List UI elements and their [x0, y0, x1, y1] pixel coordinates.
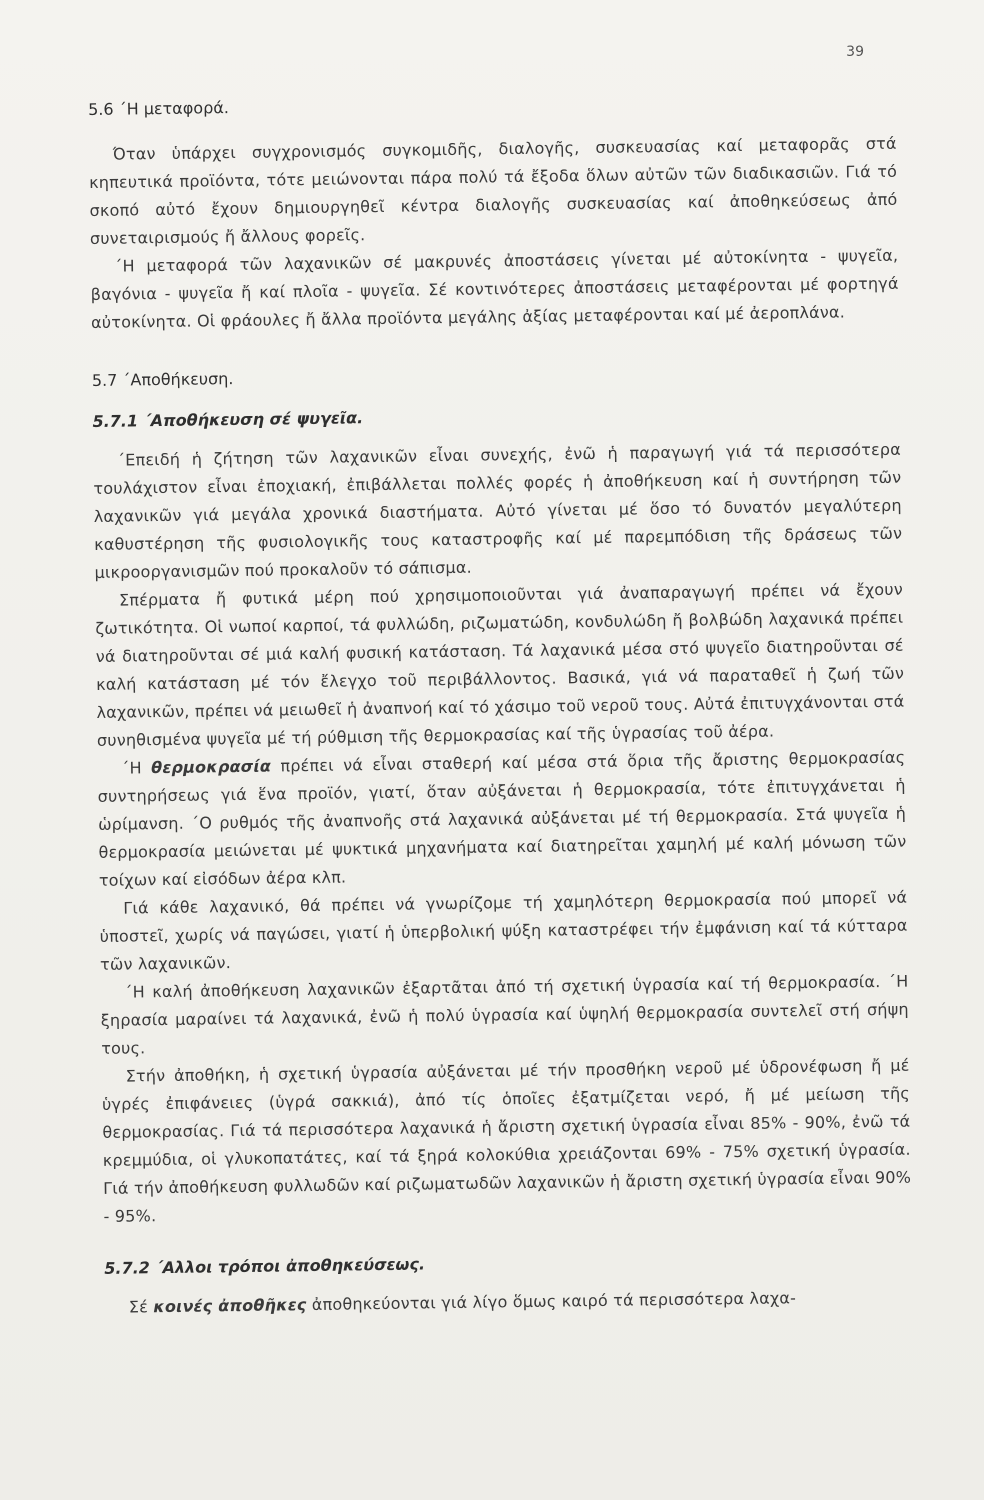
emphasis-term: θερμοκρασία [151, 756, 272, 778]
paragraph: Στήν ἀποθήκη, ἡ σχετική ὑγρασία αὐξάνεται μέ τήν προσθήκη νεροῦ μέ ὑδρονέφωση ἤ μέ ὑγρές ἐπιφάνειες (ὑγρά σακκιά), ἀπό τίς ὁποῖες ἐξατμίζεται νερό, ἤ μέ μείωση τῆς θερμοκρασίας. Γιά τά περισσότερα λαχανικά ἡ ἄριστη σχετική ὑγρασία εἶναι 85% - 90%, ἐνῶ τά κρεμμύδια, οἱ γλυκοπατάτες, καί τά ξηρά κολοκύθια χρειάζονται 69% - 75% σχετική ὑγρασία. Γιά τήν ἀποθήκευση φυλλωδῶν καί ριζωματωδῶν λαχανικῶν ἡ ἄριστη σχετική ὑγρασία εἶναι 90% - 95%. [101, 1055, 912, 1226]
paragraph [105, 1283, 913, 1322]
emphasis-term: κοινές ἀποθῆκες [153, 1295, 307, 1317]
paragraph: ΄Η μεταφορά τῶν λαχανικῶν σέ μακρυνές ἀποστάσεις γίνεται μέ αὐτοκίνητα - ψυγεῖα, βαγόνια - ψυγεῖα ἤ καί πλοῖα - ψυγεῖα. Σέ κοντινότερες ἀποστάσεις μεταφέρονται μέ φορτηγά αὐτοκίνητα. Οἱ φράουλες ἤ ἄλλα προϊόντα μεγάλης ἀξίας μεταφέρονται καί μέ ἀεροπλάνα. [90, 245, 899, 332]
section-heading-5-6: 5.6 ΄Η μεταφορά. [88, 98, 230, 119]
text-run: πρέπει νά εἶναι σταθερή καί μέσα στά ὅρια τῆς ἄριστης θερμοκρασίας συντηρήσεως γιά ἕνα προϊόν, γιατί, ὅταν αὐξάνεται ἡ θερμοκρασία, τότε ἐπιτυγχάνεται ἡ ὡρίμανση. ΄Ο ρυθμός τῆς ἀναπνοῆς στά λαχανικά αὐξάνεται μέ τή θερμοκρασία. Στά ψυγεῖα ἡ θερμοκρασία μειώνεται μέ ψυκτικά μηχανήματα καί διατηρεῖται χαμηλή μέ καλή μόνωση τῶν τοίχων καί εἰσόδων ἀέρα κλπ. [97, 747, 907, 890]
text-run: ἀποθηκεύονται γιά λίγο ὅμως καιρό τά περισσότερα λαχα- [306, 1288, 797, 1315]
paragraph: Όταν ὑπάρχει συγχρονισμός συγκομιδῆς, διαλογῆς, συσκευασίας καί μεταφορᾶς στά κηπευτικά προϊόντα, τότε μειώνονται πάρα πολύ τά ἔξοδα ὅλων αὐτῶν τῶν διαδικασιῶν. Γιά τό σκοπό αὐτό ἔχουν δημιουργηθεῖ κέντρα διαλογῆς συσκευασίας καί ἀποθηκεύσεως ἀπό συνεταιρισμούς ἤ ἄλλους φορεῖς. [89, 133, 898, 248]
text-run: Σέ [128, 1297, 154, 1317]
subsection-heading-5-7-1: 5.7.1 ΄Αποθήκευση σέ ψυγεῖα. [92, 408, 364, 431]
text-run: ΄Η [121, 758, 152, 778]
paragraph: Γιά κάθε λαχανικό, θά πρέπει νά γνωρίζομε τή χαμηλότερη θερμοκρασία πού μπορεῖ νά ὑποστεῖ, χωρίς νά παγώσει, γιατί ἡ ὑπερβολική ψύξη καταστρέφει τήν ἐμφάνιση καί τά κύτταρα τῶν λαχανικῶν. [99, 887, 908, 974]
paragraph: ΄Η καλή ἀποθήκευση λαχανικῶν ἐξαρτᾶται ἀπό τή σχετική ὑγρασία καί τή θερμοκρασία. ΄Η ξηρασία μαραίνει τά λαχανικά, ἐνῶ ἡ πολύ ὑγρασία καί ὑψηλή θερμοκρασία συντελεῖ στή σήψη τους. [100, 971, 909, 1058]
paragraph [97, 744, 907, 895]
paragraph: Σπέρματα ἤ φυτικά μέρη πού χρησιμοποιοῦνται γιά ἀναπαραγωγή πρέπει νά ἔχουν ζωτικότητα. Οἱ νωποί καρποί, τά φυλλώδη, ριζωματώδη, κονδυλώδη ἤ βολβώδη λαχανικά πρέπει νά διατηροῦνται σέ μιά καλή φυσική κατάσταση. Τά λαχανικά μέσα στό ψυγεῖο διατηροῦνται σέ καλή κατάσταση μέ τόν ἔλεγχο τοῦ περιβάλλοντος. Βασικά, γιά νά παραταθεῖ ἡ ζωή τῶν λαχανικῶν, πρέπει νά μειωθεῖ ἡ ἀναπνοή καί τό χάσιμο τοῦ νεροῦ τους. Αὐτά ἐπιτυγχάνονται στά συνηθισμένα ψυγεῖα μέ τή ρύθμιση τῆς θερμοκρασίας καί τῆς ὑγρασίας τοῦ ἀέρα. [95, 579, 905, 750]
page-content [88, 89, 913, 1322]
paragraph: ΄Επειδή ἡ ζήτηση τῶν λαχανικῶν εἶναι συνεχής, ἐνῶ ἡ παραγωγή γιά τά περισσότερα τουλάχιστον εἶναι ἐποχιακή, ἐπιβάλλεται πολλές φορές ἡ ἀποθήκευση καί ἡ συντήρηση τῶν λαχανικῶν γιά μεγάλα χρονικά διαστήματα. Αὐτό γίνεται μέ ὅσο τό δυνατόν μεγαλύτερη καθυστέρηση τῆς φυσιολογικῆς τους καταστροφῆς καί μέ παρεμπόδιση τῆς δράσεως τῶν μικροοργανισμῶν πού προκαλοῦν τό σάπισμα. [93, 439, 903, 582]
section-heading-5-7: 5.7 ΄Αποθήκευση. [91, 368, 234, 390]
subsection-heading-5-7-2: 5.7.2 ΄Αλλοι τρόποι ἀποθηκεύσεως. [104, 1254, 426, 1278]
page-number: 39 [846, 44, 864, 60]
